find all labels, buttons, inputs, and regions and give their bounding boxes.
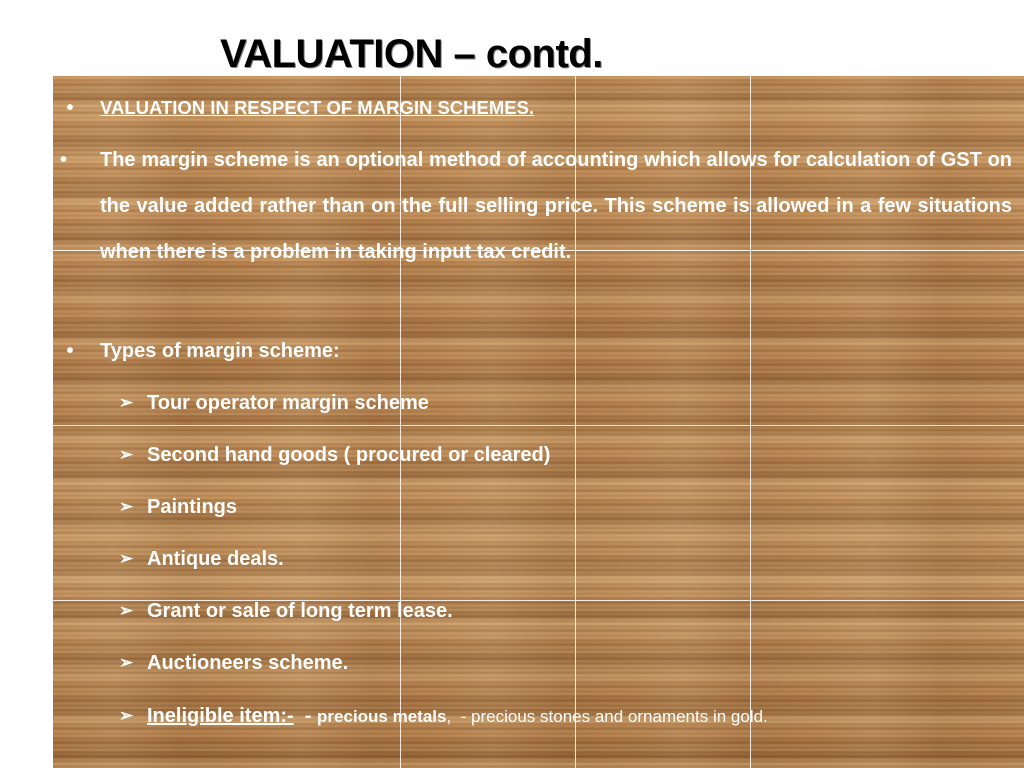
arrow-bullet-icon: ➢ bbox=[119, 706, 134, 725]
types-heading: Types of margin scheme: bbox=[100, 340, 340, 362]
sub-item-label: Grant or sale of long term lease. bbox=[147, 600, 453, 622]
arrow-bullet-icon: ➢ bbox=[119, 653, 134, 672]
precious-stones: , - precious stones and ornaments in gold. bbox=[446, 707, 768, 726]
arrow-bullet-icon: ➢ bbox=[119, 549, 134, 568]
bullet-marker: • bbox=[60, 149, 68, 171]
sub-item-label: Antique deals. bbox=[147, 548, 284, 570]
arrow-bullet-icon: ➢ bbox=[119, 497, 134, 516]
ineligible-label: Ineligible item:- bbox=[147, 705, 294, 727]
bullet-types bbox=[66, 328, 1012, 374]
sub-item-auctioneers bbox=[119, 648, 349, 678]
sub-item-label: Paintings bbox=[147, 496, 238, 518]
ineligible-dash: - bbox=[293, 705, 312, 727]
sub-item-second-hand bbox=[119, 440, 551, 470]
arrow-bullet-icon: ➢ bbox=[119, 601, 134, 620]
sub-item-lease bbox=[119, 596, 453, 626]
sub-item-paintings bbox=[119, 492, 238, 522]
bullet-heading bbox=[66, 85, 1012, 131]
arrow-bullet-icon: ➢ bbox=[119, 445, 134, 464]
bullet-marker: • bbox=[66, 97, 74, 119]
margin-schemes-heading: VALUATION IN RESPECT OF MARGIN SCHEMES. bbox=[100, 97, 535, 118]
sub-item-tour-operator bbox=[119, 388, 429, 418]
sub-item-label: Auctioneers scheme. bbox=[147, 652, 349, 674]
bullet-description bbox=[60, 137, 1012, 275]
slide-title: VALUATION – contd. bbox=[220, 32, 603, 76]
bullet-marker: • bbox=[66, 340, 74, 362]
precious-metals: precious metals bbox=[317, 707, 447, 726]
sub-item-antique bbox=[119, 544, 284, 574]
margin-scheme-description: The margin scheme is an optional method of accounting which allows for calculation of GST on the value added rather than on the full selling price. This scheme is allowed in a few situations when there is a problem in taking input tax credit. bbox=[100, 149, 1012, 263]
sub-item-label: Second hand goods ( procured or cleared) bbox=[147, 444, 551, 466]
slide-content bbox=[53, 76, 1024, 768]
sub-item-label: Tour operator margin scheme bbox=[147, 392, 429, 414]
arrow-bullet-icon: ➢ bbox=[119, 393, 134, 412]
sub-item-ineligible bbox=[119, 701, 768, 732]
